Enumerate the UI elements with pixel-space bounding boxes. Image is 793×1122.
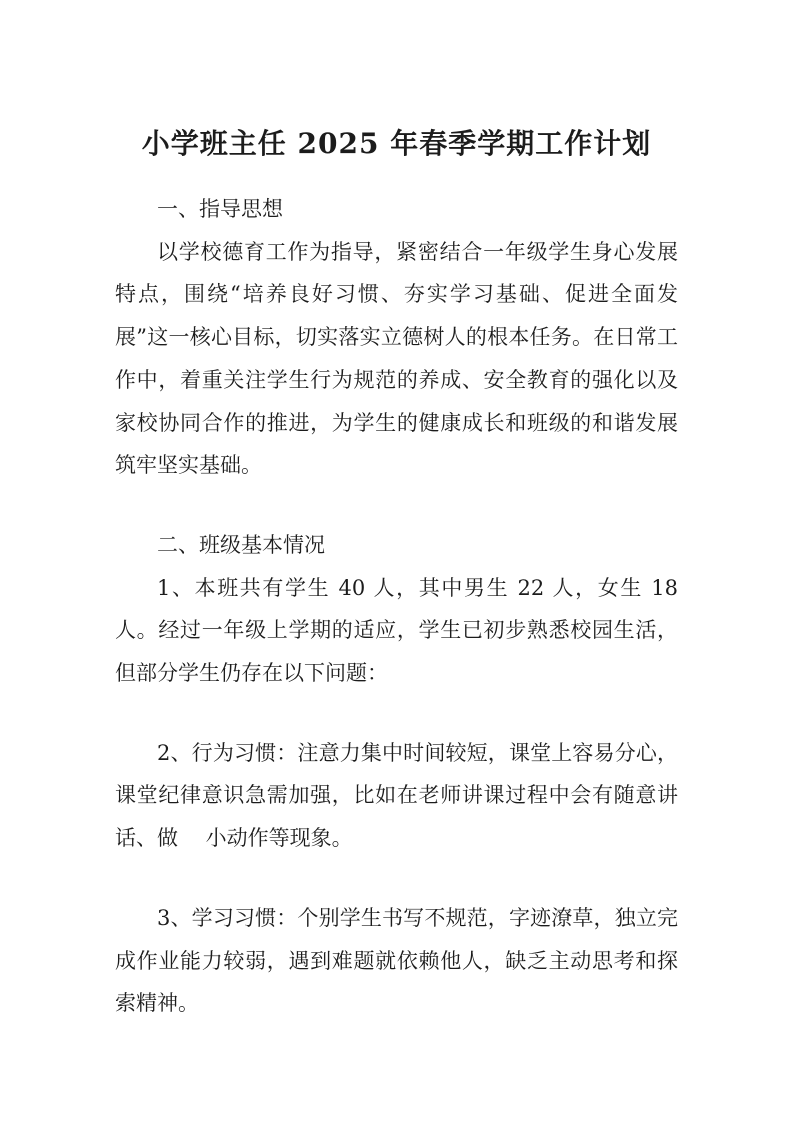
paragraph-class-size: 1、本班共有学生 40 人，其中男生 22 人，女生 18 人。经过一年级上学期的适应，学生已初步熟悉校园生活，但部分学生仍存在以下问题：	[115, 575, 678, 686]
section-heading-class-basic-situation: 二、班级基本情况	[157, 532, 325, 557]
section-heading-guiding-ideology: 一、指导思想	[157, 197, 283, 221]
paragraph-guiding-ideology: 以学校德育工作为指导，紧密结合一年级学生身心发展特点，围绕“培养良好习惯、夯实学习基础、促进全面发展”这一核心目标，切实落实立德树人的根本任务。在日常工作中，着重关注学生行为规范的养成、安全教育的强化以及家校协同合作的推进，为学生的健康成长和班级的和谐发展筑牢坚实基础。	[115, 239, 678, 478]
document-title: 小学班主任 2025 年春季学期工作计划	[141, 127, 652, 160]
paragraph-behavior-habits: 2、行为习惯：注意力集中时间较短，课堂上容易分心，课堂纪律意识急需加强，比如在老师讲课过程中会有随意讲话、做 小动作等现象。	[115, 740, 678, 851]
paragraph-study-habits: 3、学习习惯：个别学生书写不规范，字迹潦草，独立完成作业能力较弱，遇到难题就依赖他人，缺乏主动思考和探索精神。	[115, 905, 678, 1016]
